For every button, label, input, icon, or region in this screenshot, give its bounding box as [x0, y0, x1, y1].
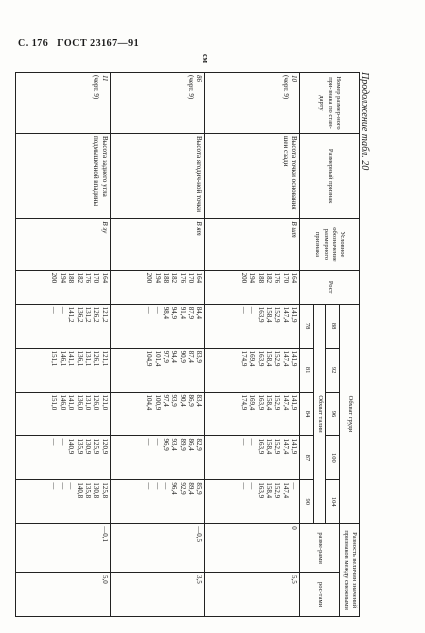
unit-label: см: [201, 54, 210, 63]
table-row: [16, 73, 111, 617]
row-values-col3: 141,9 147,4 152,9 158,4 163,9 169,4 174,9: [205, 392, 300, 436]
header-number: Номер размер-ного при-знака по стан-дарту: [300, 73, 360, 134]
row-heights: 164 170 176 182 188 194 200: [16, 270, 111, 304]
header-waist-group: Обхват талии: [314, 304, 326, 524]
row-values-col1: 121,2 126,2 131,2 136,2 141,2 — —: [16, 304, 111, 348]
row-values-col4: 120,9 125,9 130,9 135,9 140,9 — —: [16, 436, 111, 480]
row-symbol: B шт: [205, 219, 300, 270]
header-waist-3: 84: [300, 392, 314, 436]
header-height: Рост: [300, 270, 360, 304]
header-symbol: Условное обозначение размерного признака: [300, 219, 360, 270]
header-waist-1: 78: [300, 304, 314, 348]
table-continuation-title: Продолжение табл. 20: [359, 72, 370, 171]
table-row: [110, 73, 205, 617]
row-number: 11 (черт. 9): [16, 73, 111, 134]
row-heights: 164 170 176 182 188 194 200: [110, 270, 205, 304]
row-values-col5: 125,8 130,8 135,8 140,8 — — —: [16, 480, 111, 524]
row-diff-height: 3,5: [110, 573, 205, 617]
header-waist-4: 87: [300, 436, 314, 480]
table-row: [205, 73, 300, 617]
row-values-col5: 85,9 89,4 92,9 96,4 — — —: [110, 480, 205, 524]
row-symbol: B зу: [16, 219, 111, 270]
header-waist-5: 90: [300, 480, 314, 524]
row-feature: Высота точки основания шеи сзади: [205, 133, 300, 218]
row-values-col2: 141,9 147,4 152,9 158,4 163,9 169,4 174,9: [205, 348, 300, 392]
row-diff-size: —0,5: [110, 524, 205, 573]
page-number: С. 176: [18, 38, 49, 49]
row-values-col2: 121,1 126,1 131,1 136,1 141,1 146,1 151,1: [16, 348, 111, 392]
row-feature: Высота ягодич-ной точки: [110, 133, 205, 218]
header-chest-group: Обхват груди: [340, 304, 360, 524]
header-chest-3: 96: [326, 392, 340, 436]
header-feature: Размерный признак: [300, 133, 360, 218]
header-chest-1: 88: [326, 304, 340, 348]
measurement-table: [15, 72, 360, 617]
standard-code: ГОСТ 23167—91: [57, 38, 140, 49]
row-symbol: B ят: [110, 219, 205, 270]
header-diff-sizes: разме-рами: [300, 524, 340, 573]
header-difference: Разность величин значений признаков между смежными: [340, 524, 360, 617]
row-diff-height: 5,5: [205, 573, 300, 617]
row-values-col2: 83,9 87,4 90,9 94,4 97,9 101,4 104,9: [110, 348, 205, 392]
row-values-col3: 121,0 126,0 131,0 136,0 141,0 146,0 151,0: [16, 392, 111, 436]
row-values-col4: 141,9 147,4 152,9 158,4 163,9 — —: [205, 436, 300, 480]
row-diff-size: —0,1: [16, 524, 111, 573]
header-chest-2: 92: [326, 348, 340, 392]
header-chest-5: 104: [326, 480, 340, 524]
header-chest-4: 100: [326, 436, 340, 480]
row-diff-height: 5,0: [16, 573, 111, 617]
row-number: 86 (черт. 9): [110, 73, 205, 134]
header-waist-2: 81: [300, 348, 314, 392]
row-values-col3: 83,4 86,9 90,4 93,9 97,4 100,9 104,4: [110, 392, 205, 436]
rotated-table: [15, 72, 360, 617]
row-values-col1: 84,4 87,9 91,4 94,9 98,4 — —: [110, 304, 205, 348]
header-diff-heights: рос-тами: [300, 573, 340, 617]
row-values-col1: 141,9 147,4 152,9 158,4 163,9 — —: [205, 304, 300, 348]
row-values-col5: — 147,4 152,9 158,4 163,9 — —: [205, 480, 300, 524]
row-diff-size: 0: [205, 524, 300, 573]
row-feature: Высота заднего угла подмышечной впадины: [16, 133, 111, 218]
page-header: [18, 38, 145, 49]
row-heights: 164 170 176 182 188 194 200: [205, 270, 300, 304]
row-values-col4: 82,9 86,4 89,9 93,4 96,9 — —: [110, 436, 205, 480]
row-number: 10 (черт. 9): [205, 73, 300, 134]
